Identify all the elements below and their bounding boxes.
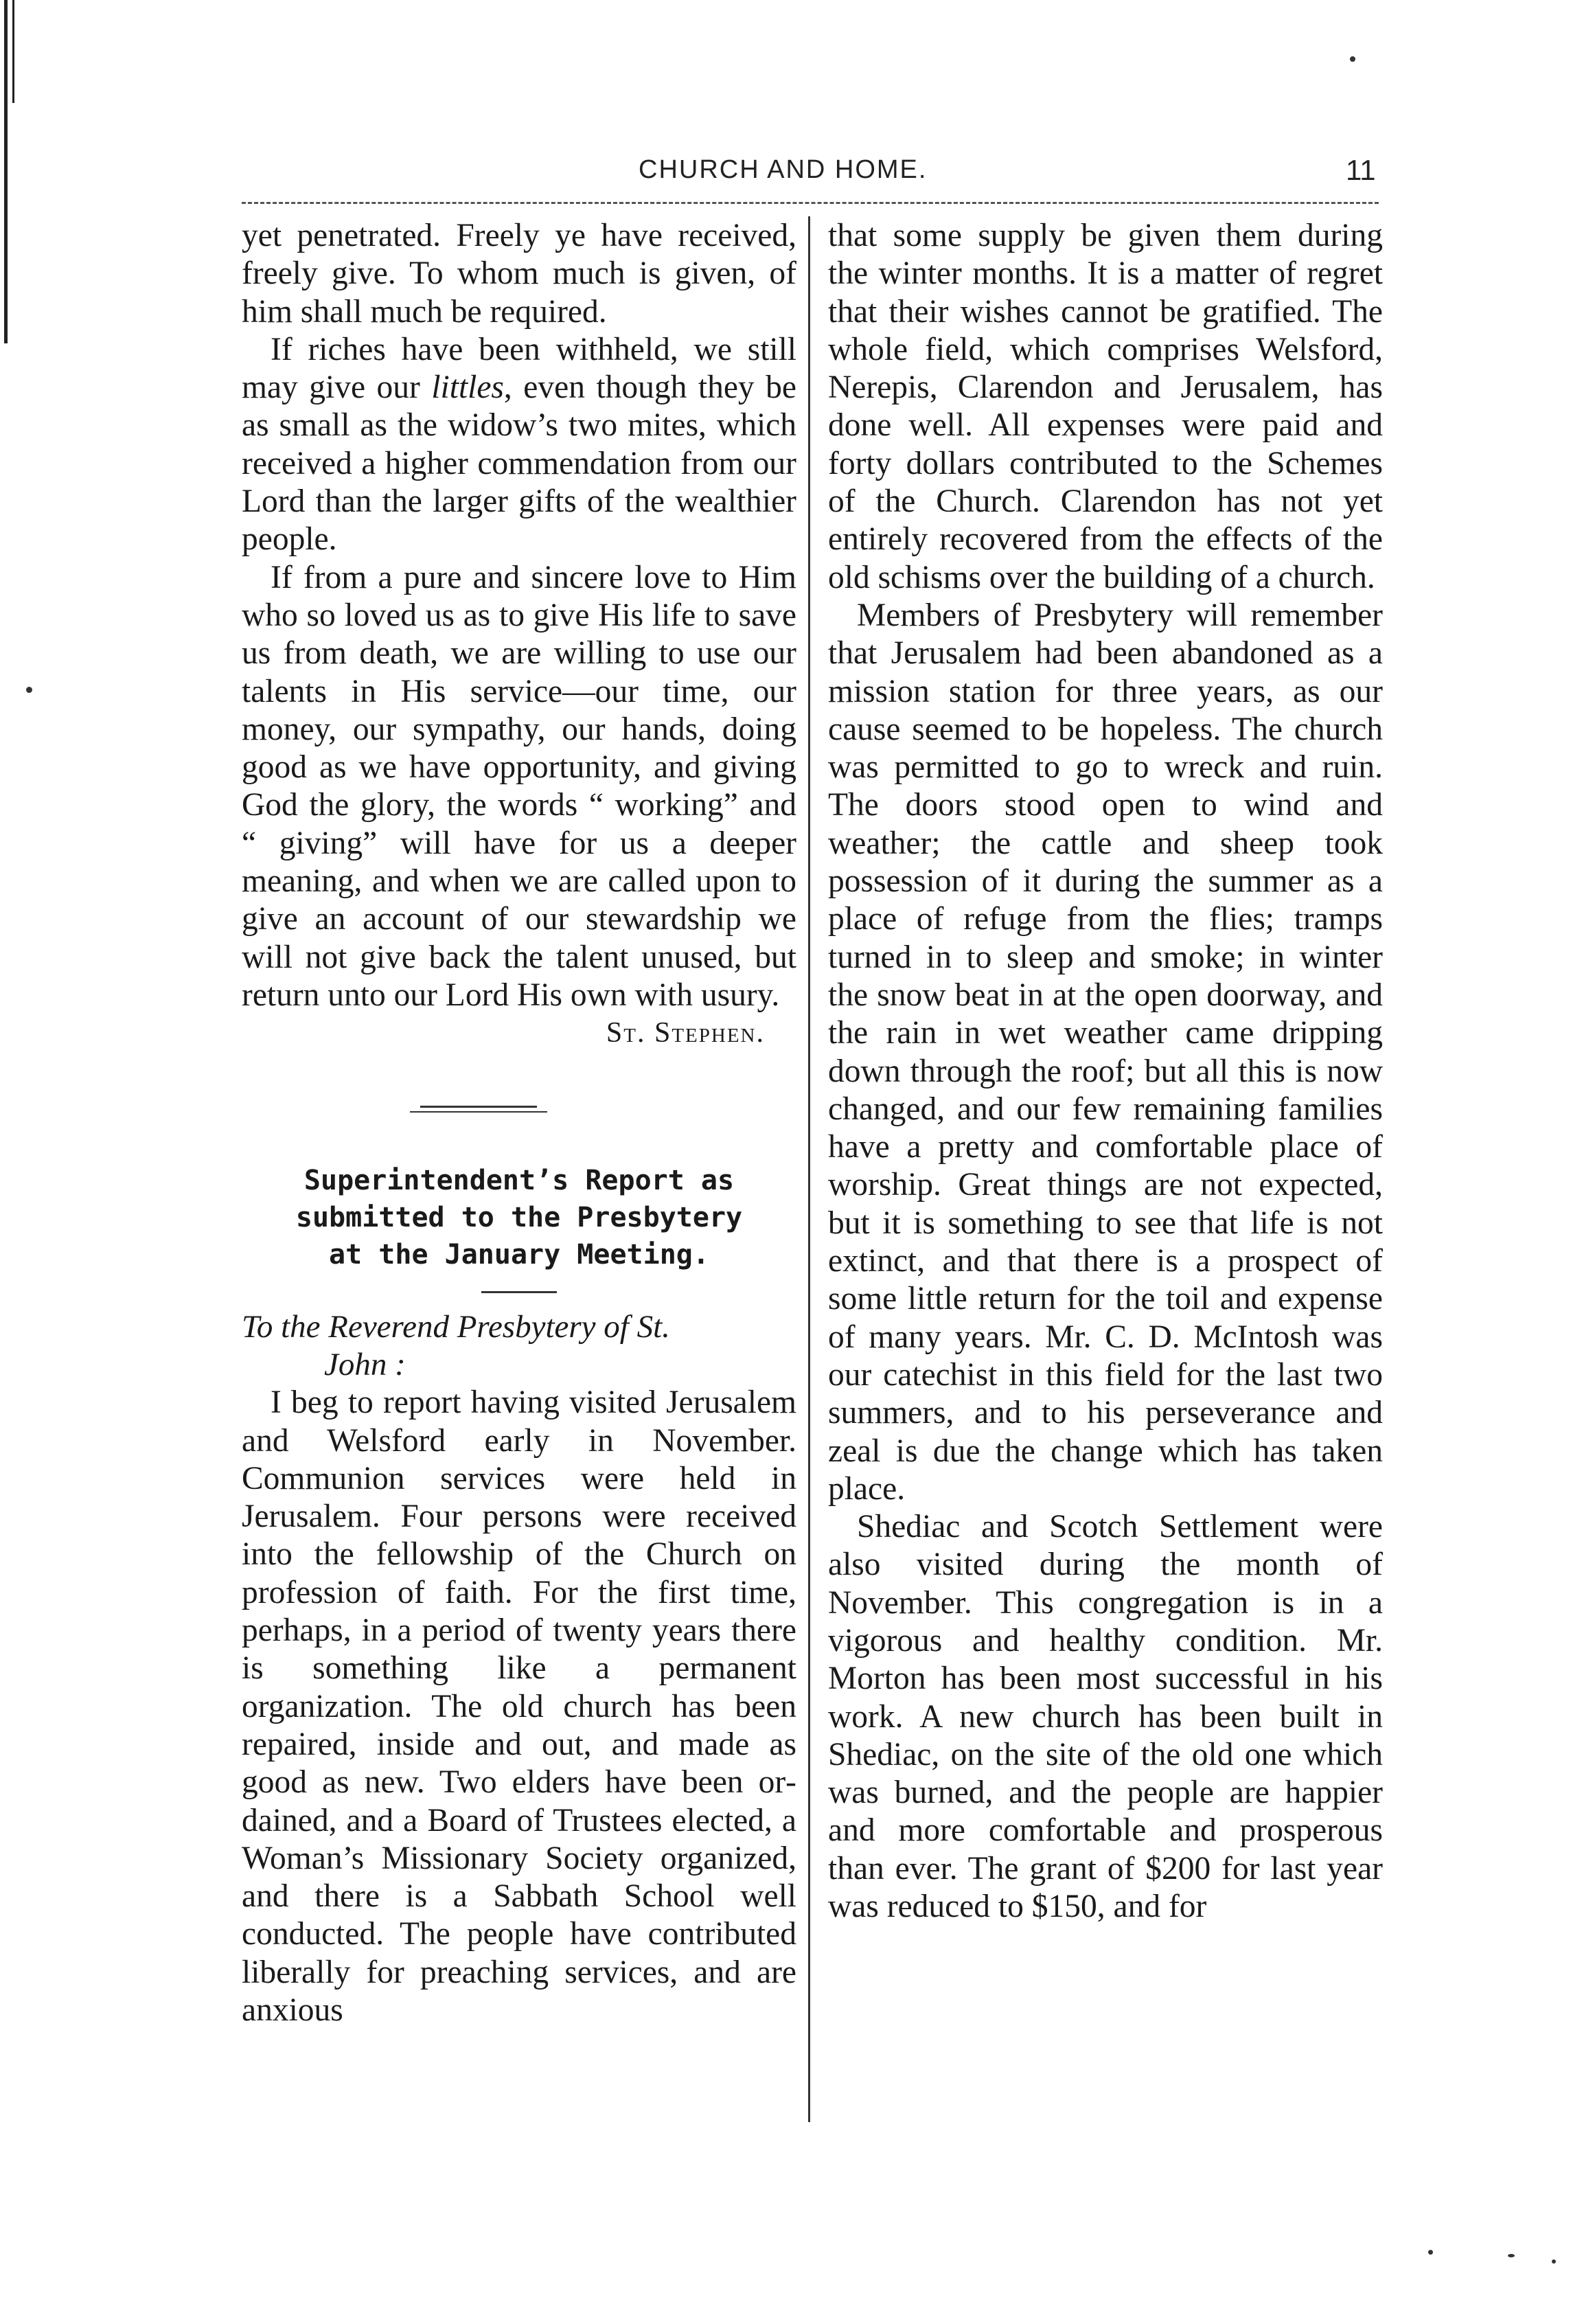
scan-speck (1508, 2254, 1515, 2257)
italic-word: littles (431, 369, 504, 406)
paragraph: that some supply be given them during the winter months. It is a matter of regret that their wishes cannot be gratified. The whole field, which comprises Welsford, Nerepis, Clarendon and Jerusalem, has done well. All expenses were paid and forty dollars contributed to the Schemes of the Church. Clarendon has not yet entirely recovered from the effects of the old schisms over the building of a church. (828, 218, 1383, 595)
left-column (242, 217, 796, 2029)
heading-line: submitted to the Presbytery (295, 1202, 743, 1234)
salutation-line: John : (324, 1347, 406, 1383)
paragraph: Members of Presbytery will remember that Jerusalem had been abandoned as a mission station for three years, as our cause seemed to be hopeless. The church was permitted to go to wreck and ruin. The doors stood open to wind and weather; the cattle and sheep took possession of it during the summer as a place of refuge from the flies; tramps turned in to sleep and smoke; in winter the snow beat in at the open doorway, and the rain in wet weather came dripping down through the roof; but all this is now changed, and our few remaining families have a pretty and comfortable place of worship. Great things are not expected, but it is something to see that life is not extinct, and that there is a prospect of some little return for the toil and expense of many years. Mr. C. D. McIntosh was our catechist in this field for the last two summers, and to his perseverance and zeal is due the change which has taken place. (828, 597, 1383, 1507)
ornament-line (420, 1106, 537, 1108)
page-number: 11 (1346, 154, 1376, 186)
scan-edge-mark (12, 0, 14, 103)
paragraph: If from a pure and sincere love to Him who so loved us as to give His life to save us from death, we are willing to use our talents in His service—our time, our money, our sympathy, our hands, doing good as we have opportunity, and giving God the glory, the words “ working” and “ giving” will have for us a deeper meaning, and when we are called upon to give an account of our stewardship we will not give back the talent unused, but return unto our Lord His own with usury. (242, 559, 796, 1013)
header-rule (242, 202, 1379, 204)
scan-speck (26, 687, 32, 693)
paragraph: Shediac and Scotch Settlement were also visited during the month of November. This congregation is in a vigorous and healthy condition. Mr. Morton has been most successful in his work. A new church has been built in Shediac, on the site of the old one which was burned, and the people are happier and more comfortable and prosperous than ever. The grant of $200 for last year was reduced to $150, and for (828, 1509, 1383, 1925)
scan-speck (1428, 2250, 1433, 2255)
heading-line: Superintendent’s Report as (303, 1165, 735, 1197)
paragraph-text: If riches have been withheld, we still may give our (242, 331, 796, 406)
section-ornament (242, 1052, 796, 1135)
salutation (242, 1308, 796, 1384)
scan-edge-mark (4, 0, 8, 343)
running-header-title: CHURCH AND HOME. (639, 155, 928, 184)
heading-line: at the January Meeting. (329, 1239, 709, 1271)
column-divider (808, 216, 810, 2122)
right-column (828, 217, 1383, 1926)
scan-speck (1350, 56, 1355, 62)
paragraph (242, 331, 796, 559)
salutation-line: To the Reverend Presbytery of St. (242, 1309, 670, 1345)
scan-speck (1552, 2259, 1556, 2264)
ornament-line (410, 1111, 547, 1113)
paragraph-text: , even though they be as small as the widow’s two mites, which received a higher commendation from our Lord than the larger gifts of the wealthier people. (242, 369, 796, 558)
short-rule (481, 1291, 557, 1293)
paragraph: yet penetrated. Freely ye have received, freely give. To whom much is given, of him shall much be required. (242, 218, 796, 330)
paragraph: I beg to report having visited Jerusalem and Welsford early in November. Communion services were held in Jerusalem. Four persons were received into the fellowship of the Church on profession of faith. For the first time, perhaps, in a period of twenty years there is something like a permanent organization. The old church has been repaired, inside and out, and made as good as new. Two elders have been ordained, and a Board of Trustees elected, a Woman’s Missionary Society organized, and there is a Sabbath School well conducted. The people have contributed liberally for preaching services, and are anxious (242, 1385, 796, 2028)
signature: St. Stephen. (606, 1017, 765, 1049)
section-heading (242, 1162, 796, 1273)
